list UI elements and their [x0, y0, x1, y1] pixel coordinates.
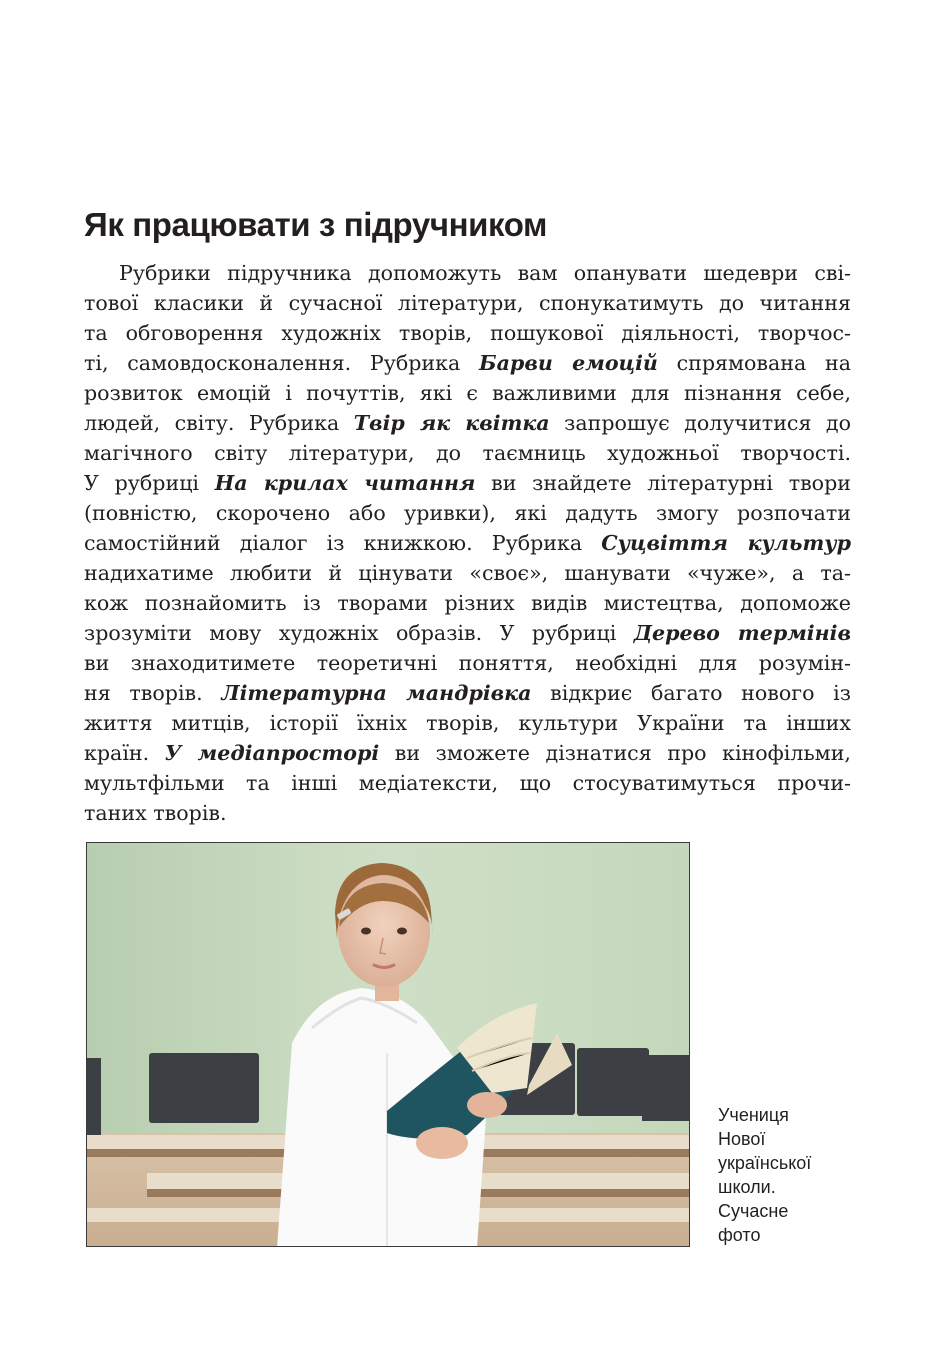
- rubric-name: Барви емоцій: [478, 351, 658, 375]
- text-line: [84, 798, 851, 828]
- text-fragment: країн.: [84, 741, 165, 765]
- text-fragment: відкриє багато нового із: [531, 681, 851, 705]
- rubric-name: У медіапросторі: [164, 741, 380, 765]
- rubric-name: Дерево термінів: [633, 621, 851, 645]
- text-line: [84, 618, 851, 648]
- student-photo: [86, 842, 690, 1247]
- text-line: [84, 528, 851, 558]
- text-fragment: спрямована на: [657, 351, 851, 375]
- text-line: [84, 258, 851, 288]
- text-line: [84, 468, 851, 498]
- caption-line: Сучасне: [718, 1201, 789, 1221]
- photo-illustration: [87, 843, 690, 1247]
- text-line: [84, 678, 851, 708]
- text-line: [84, 738, 851, 768]
- text-fragment: ви зможете дізнатися про кінофільми,: [379, 741, 851, 765]
- text-line: [84, 588, 851, 618]
- text-line: [84, 408, 851, 438]
- photo-caption: [718, 1103, 848, 1247]
- intro-paragraph: [84, 258, 851, 828]
- text-fragment: магічного світу літератури, до таємниць художньої творчості.: [84, 441, 851, 465]
- text-fragment: тової класики й сучасної літератури, спонукатимуть до читання: [84, 291, 851, 315]
- page-title: Як працювати з підручником: [84, 206, 548, 243]
- rubric-name: На крилах читання: [214, 471, 476, 495]
- text-fragment: ня творів.: [84, 681, 222, 705]
- text-fragment: ви знайдете літературні твори: [475, 471, 851, 495]
- rubric-name: Твір як квітка: [353, 411, 550, 435]
- text-line: [84, 318, 851, 348]
- caption-line: фото: [718, 1225, 761, 1245]
- text-fragment: надихатиме любити й цінувати «своє», шанувати «чуже», а та-: [84, 561, 851, 585]
- text-fragment: запрошує долучитися до: [549, 411, 851, 435]
- caption-line: школи.: [718, 1177, 776, 1197]
- text-fragment: У рубриці: [84, 471, 215, 495]
- text-fragment: кож познайомить із творами різних видів мистецтва, допоможе: [84, 591, 851, 615]
- caption-line: Учениця: [718, 1105, 789, 1125]
- rubric-name: Літературна мандрівка: [221, 681, 532, 705]
- text-fragment: мультфільми та інші медіатексти, що стосуватимуться прочи-: [84, 771, 851, 795]
- text-line: [84, 438, 851, 468]
- text-fragment: життя митців, історії їхніх творів, культури України та інших: [84, 711, 851, 735]
- text-line: [84, 288, 851, 318]
- text-line: [84, 648, 851, 678]
- text-fragment: та обговорення художніх творів, пошукової діяльності, творчос-: [84, 321, 851, 345]
- text-line: [84, 378, 851, 408]
- text-fragment: розвиток емоцій і почуттів, які є важливими для пізнання себе,: [84, 381, 851, 405]
- text-fragment: зрозуміти мову художніх образів. У рубриці: [84, 621, 634, 645]
- text-fragment: ті, самовдосконалення. Рубрика: [84, 351, 479, 375]
- text-line: [84, 498, 851, 528]
- text-fragment: таних творів.: [84, 801, 227, 825]
- rubric-name: Суцвіття культур: [601, 531, 851, 555]
- text-fragment: самостійний діалог із книжкою. Рубрика: [84, 531, 602, 555]
- text-fragment: людей, світу. Рубрика: [84, 411, 354, 435]
- text-line: [84, 768, 851, 798]
- text-line: [84, 708, 851, 738]
- text-line: [84, 558, 851, 588]
- text-fragment: (повністю, скорочено або уривки), які дадуть змогу розпочати: [84, 501, 851, 525]
- caption-line: української: [718, 1153, 812, 1173]
- text-fragment: Рубрики підручника допоможуть вам опанувати шедеври сві-: [119, 261, 851, 285]
- text-line: [84, 348, 851, 378]
- text-fragment: ви знаходитимете теоретичні поняття, необхідні для розумін-: [84, 651, 851, 675]
- caption-line: Нової: [718, 1129, 766, 1149]
